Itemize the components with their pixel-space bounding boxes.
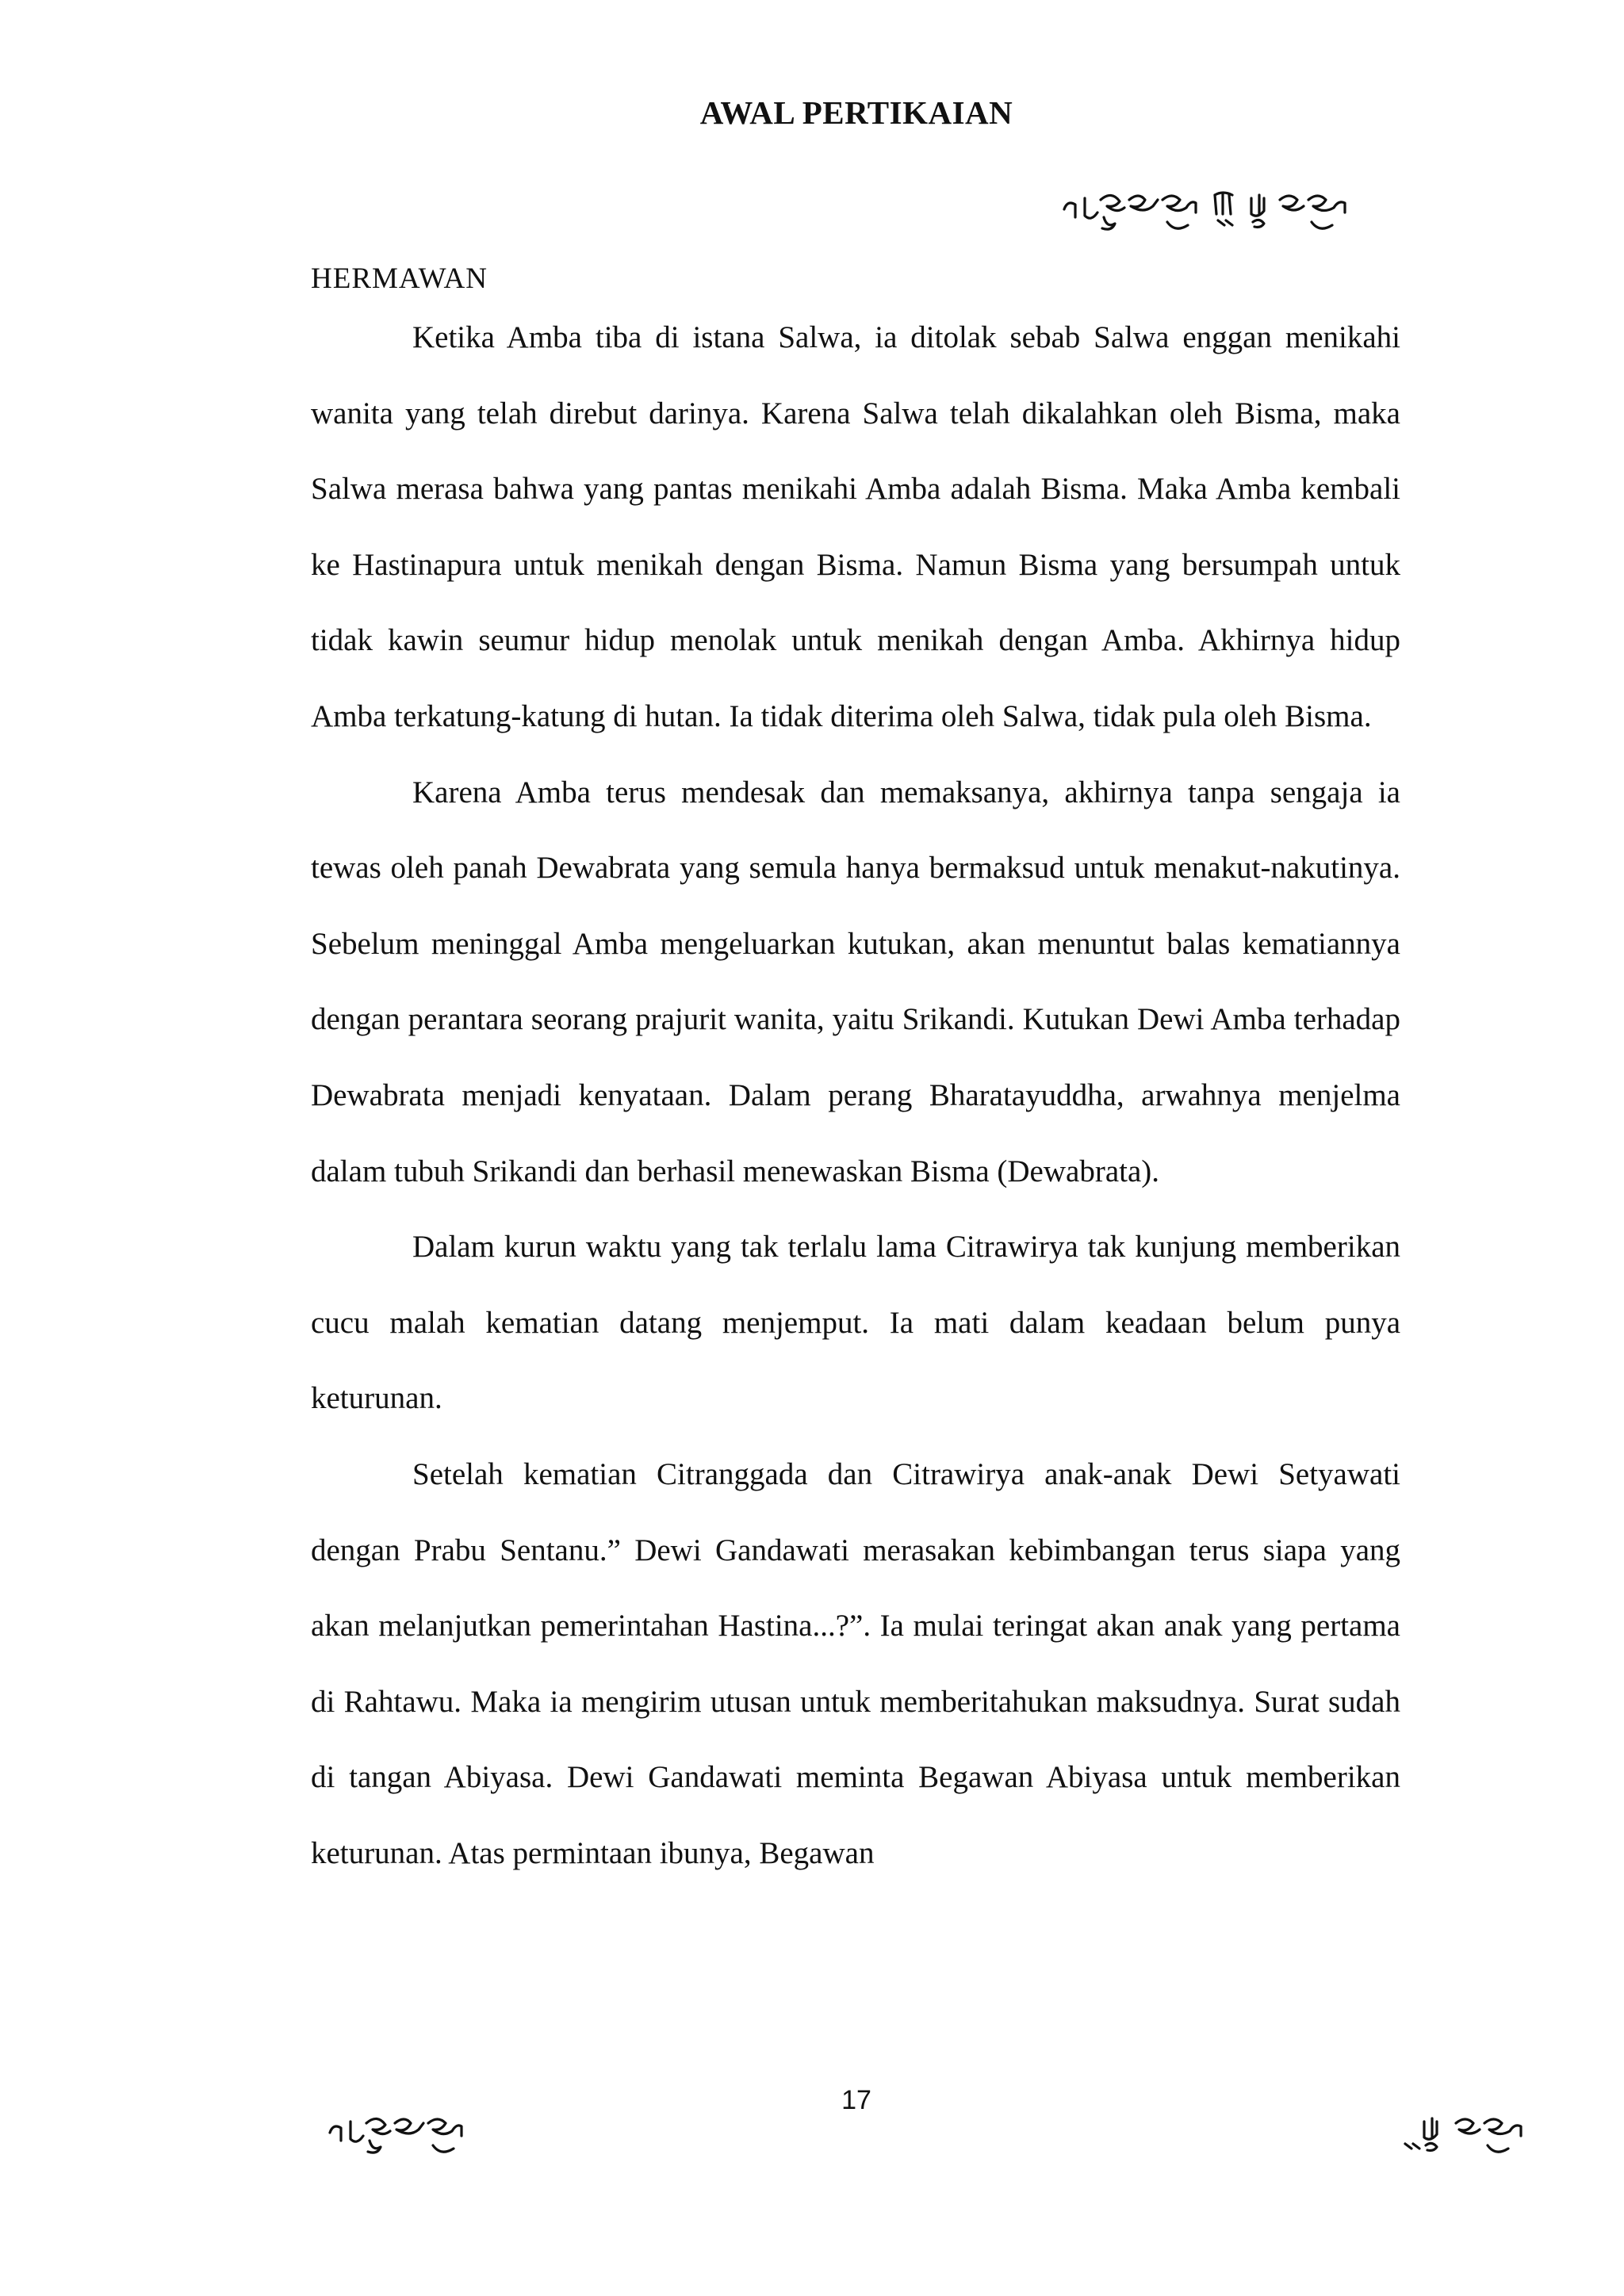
paragraph: Setelah kematian Citranggada dan Citrawirya anak-anak Dewi Setyawati dengan Prabu Sentanu.” Dewi Gandawati merasakan kebimbangan terus siapa yang akan melanjutkan pemerintahan Hastina...?”. Ia mulai teringat akan anak yang pertama di Rahtawu. Maka ia mengirim utusan untuk memberitahukan maksudnya. Surat sudah di tangan Abiyasa. Dewi Gandawati meminta Begawan Abiyasa untuk memberikan keturunan. Atas permintaan ibunya, Begawan	[311, 1456, 1400, 1870]
page-title: AWAL PERTIKAIAN	[699, 94, 1013, 131]
javanese-script-footer-right-ornament	[1400, 2099, 1567, 2171]
javanese-script-header-ornament	[1056, 176, 1405, 247]
body-text	[311, 300, 1400, 1891]
paragraph: Ketika Amba tiba di istana Salwa, ia ditolak sebab Salwa enggan menikahi wanita yang telah direbut darinya. Karena Salwa telah dikalahkan oleh Bisma, maka Salwa merasa bahwa yang pantas menikahi Amba adalah Bisma. Maka Amba kembali ke Hastinapura untuk menikah dengan Bisma. Namun Bisma yang bersumpah untuk tidak kawin seumur hidup menolak untuk menikah dengan Amba. Akhirnya hidup Amba terkatung-katung di hutan. Ia tidak diterima oleh Salwa, tidak pula oleh Bisma.	[311, 320, 1400, 733]
author-name: HERMAWAN	[311, 262, 488, 295]
javanese-script-footer-left-ornament	[322, 2099, 504, 2171]
page-number: 17	[841, 2085, 871, 2115]
paragraph: Karena Amba terus mendesak dan memaksanya, akhirnya tanpa sengaja ia tewas oleh panah Dewabrata yang semula hanya bermaksud untuk menakut-nakutinya. Sebelum meninggal Amba mengeluarkan kutukan, akan menuntut balas kematiannya dengan perantara seorang prajurit wanita, yaitu Srikandi. Kutukan Dewi Amba terhadap Dewabrata menjadi kenyataan. Dalam perang Bharatayuddha, arwahnya menjelma dalam tubuh Srikandi dan berhasil menewaskan Bisma (Dewabrata).	[311, 775, 1400, 1188]
paragraph: Dalam kurun waktu yang tak terlalu lama Citrawirya tak kunjung memberikan cucu malah kematian datang menjemput. Ia mati dalam keadaan belum punya keturunan.	[311, 1230, 1400, 1416]
